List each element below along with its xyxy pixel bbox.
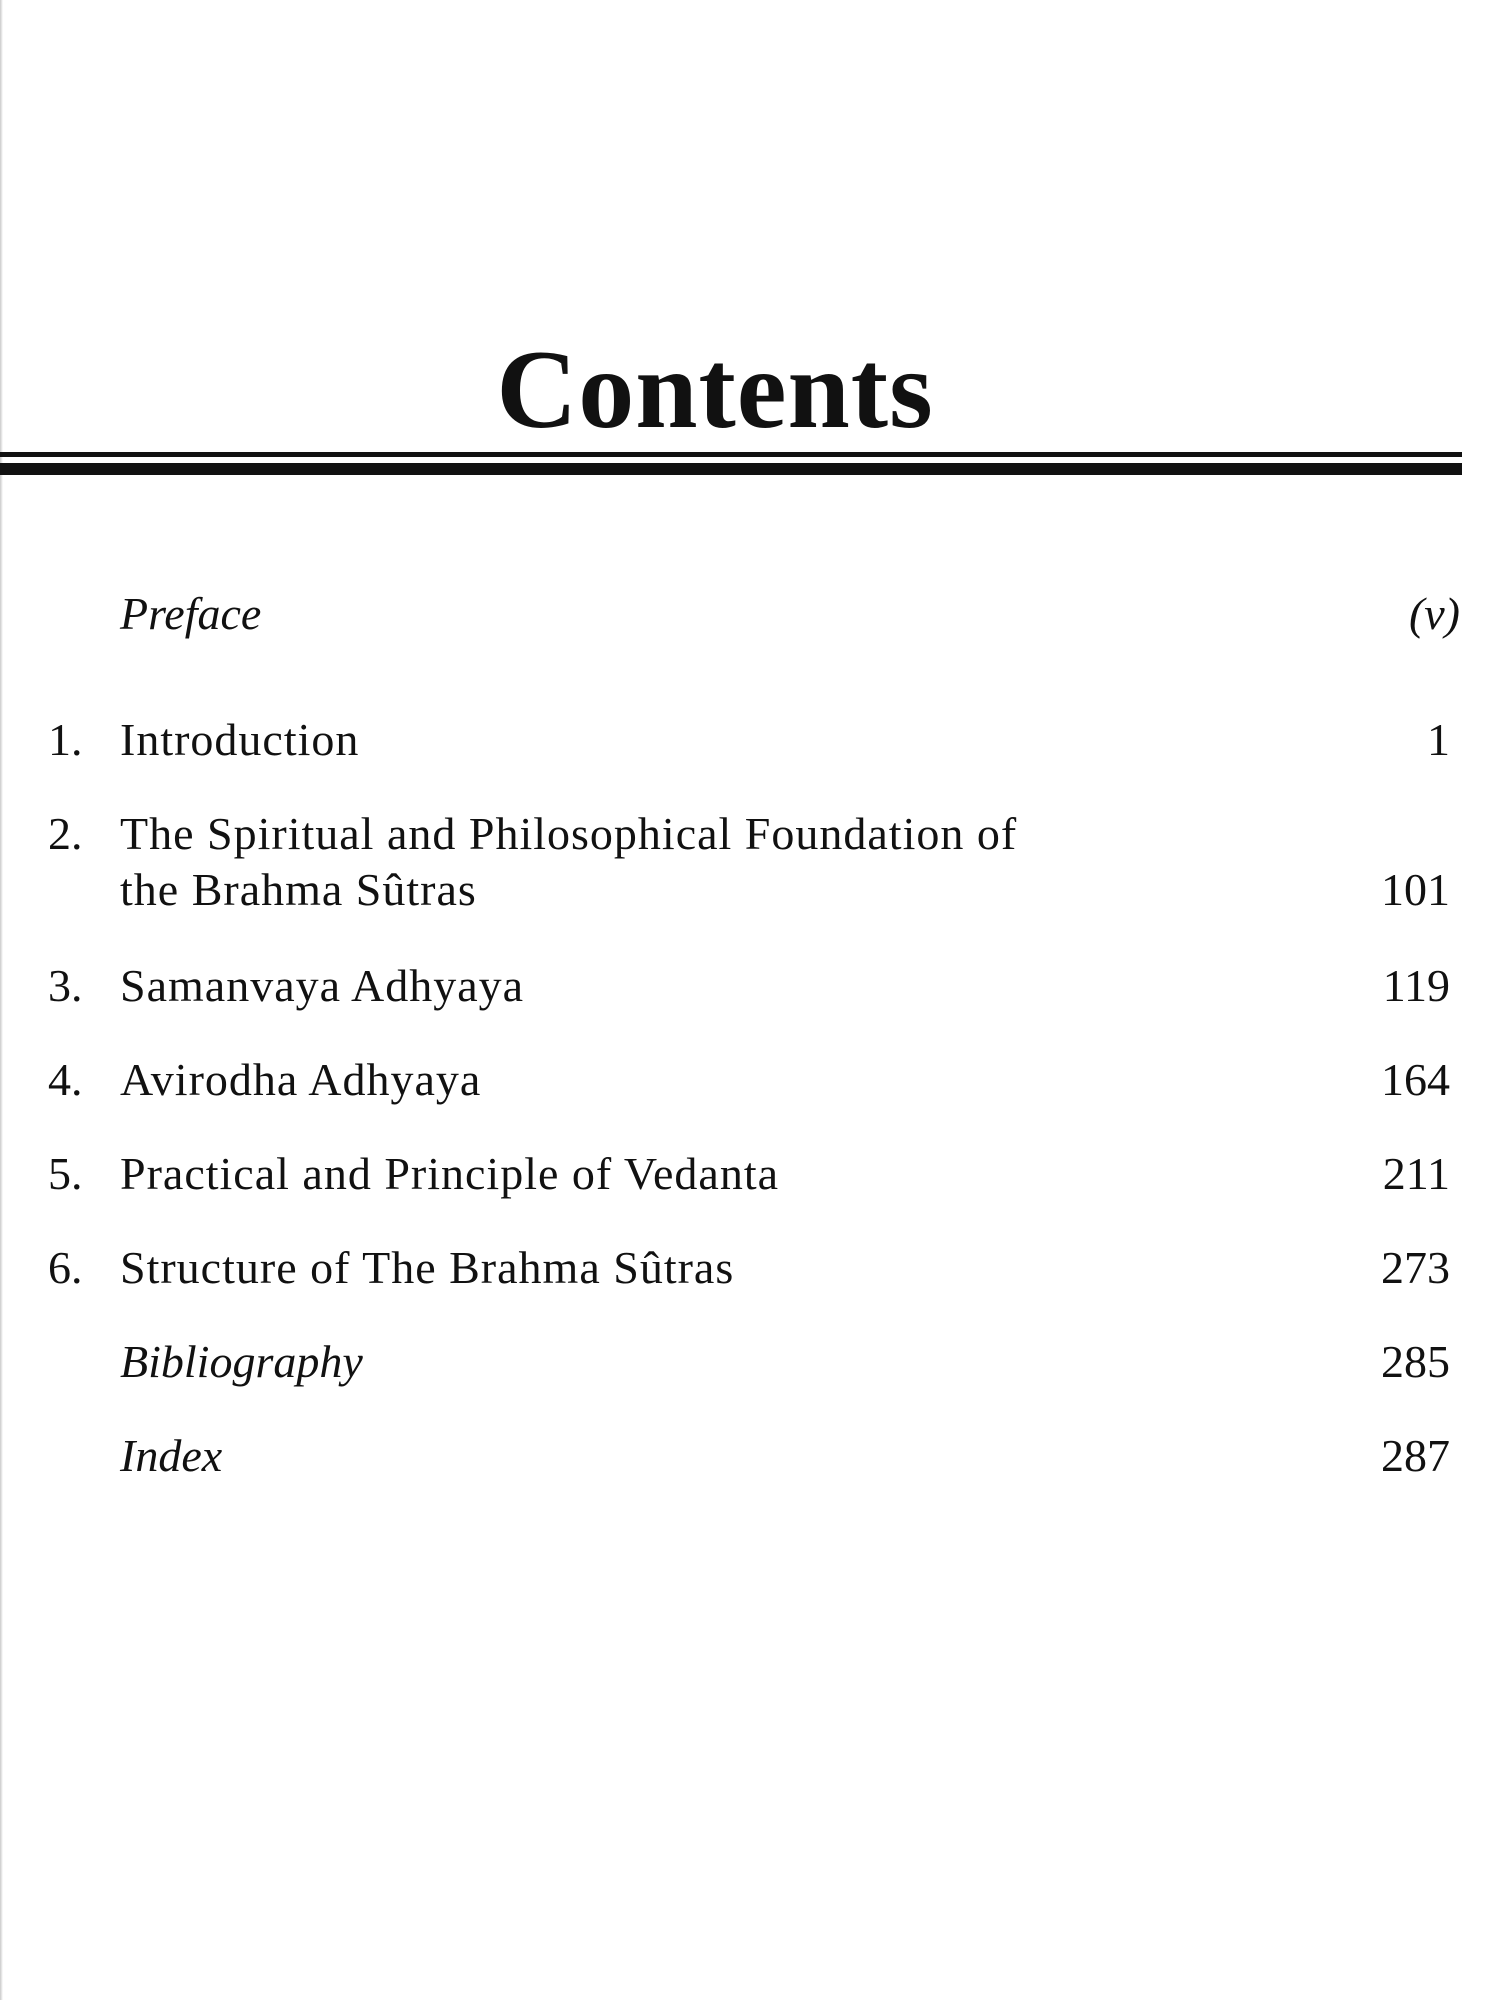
- toc-entry-page: 211: [1382, 1148, 1450, 1199]
- toc-entry-number: 1.: [48, 714, 83, 765]
- toc-entry-page: 164: [1381, 1054, 1450, 1105]
- toc-entry-title: Preface: [120, 588, 262, 639]
- toc-entry-title: Structure of The Brahma Sûtras: [120, 1242, 735, 1293]
- toc-entry-title: Avirodha Adhyaya: [120, 1054, 482, 1105]
- toc-entry-number: 4.: [48, 1054, 83, 1105]
- toc-entry-title: Samanvaya Adhyaya: [120, 960, 525, 1011]
- toc-entry-title: Practical and Principle of Vedanta: [120, 1148, 780, 1199]
- title-rule-thin: [0, 452, 1462, 457]
- toc-entry-number: 6.: [48, 1242, 83, 1293]
- toc-entry-title: The Spiritual and Philosophical Foundation of: [120, 808, 1018, 859]
- toc-entry-page: 273: [1381, 1242, 1450, 1293]
- title-rule-thick: [0, 463, 1462, 475]
- toc-entry-number: 5.: [48, 1148, 83, 1199]
- toc-entry-title: Bibliography: [120, 1336, 363, 1387]
- toc-entry-page: (v): [1408, 588, 1460, 639]
- toc-entry-page: 119: [1382, 960, 1450, 1011]
- toc-entry-title: Index: [120, 1430, 223, 1481]
- toc-entry-page: 287: [1381, 1430, 1450, 1481]
- toc-entry-title-continued: the Brahma Sûtras: [120, 864, 477, 915]
- toc-entry-page: 1: [1427, 714, 1450, 765]
- toc-entry-number: 3.: [48, 960, 83, 1011]
- page-title: Contents: [496, 328, 934, 452]
- toc-entry-number: 2.: [48, 808, 83, 859]
- page-edge-shadow: [0, 0, 3, 2000]
- toc-entry-page: 285: [1381, 1336, 1450, 1387]
- toc-entry-title: Introduction: [120, 714, 360, 765]
- toc-entry-page: 101: [1381, 864, 1450, 915]
